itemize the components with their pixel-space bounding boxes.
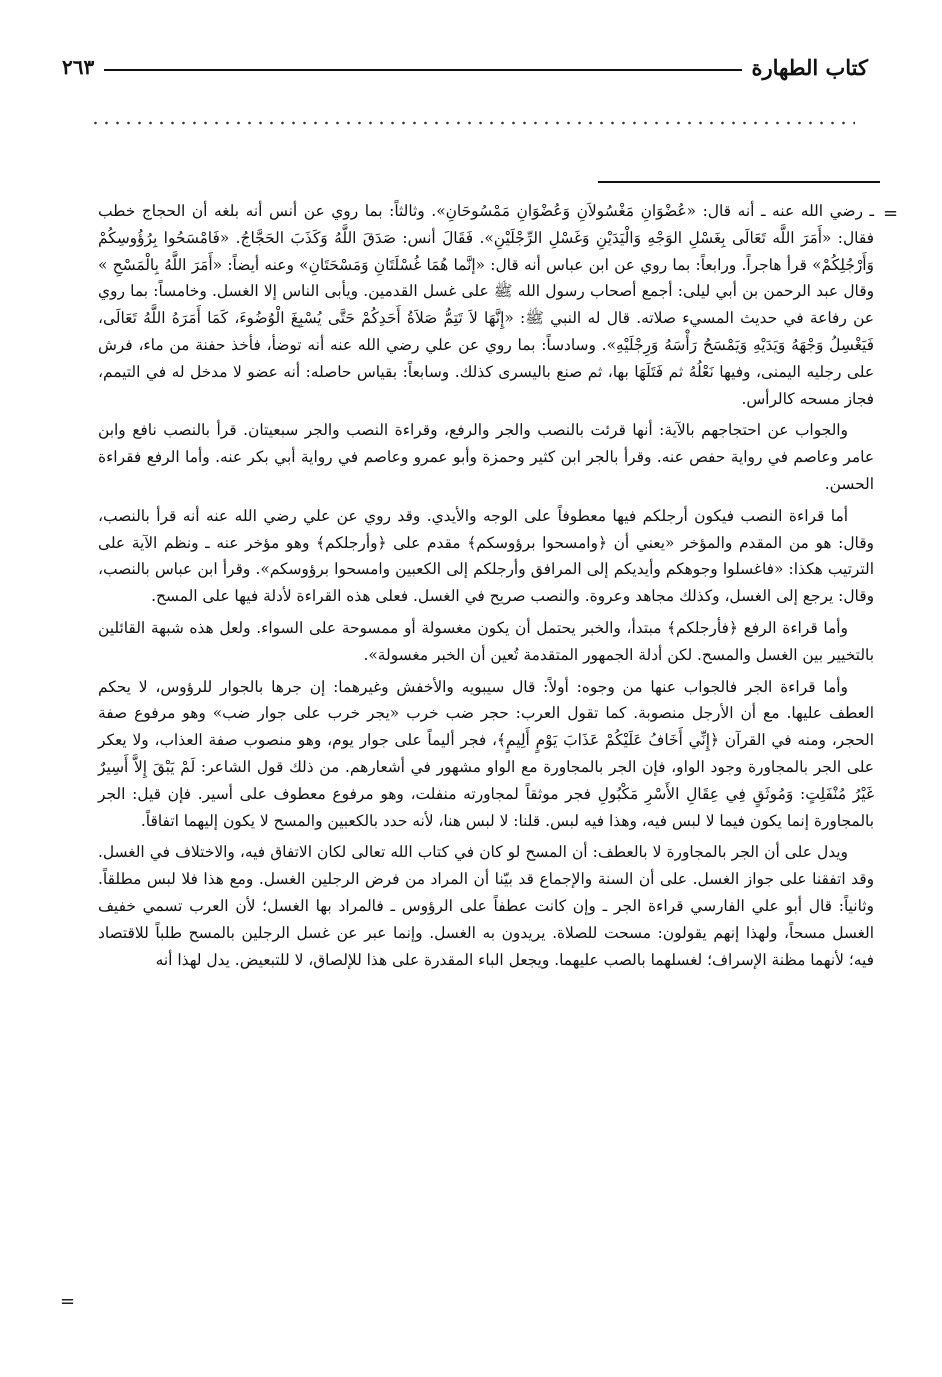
paragraph: وأما قراءة الجر فالجواب عنها من وجوه: أولاً: قال سيبويه والأخفش وغيرهما: إن جرها بالجوار للرؤوس، لا يحكم العطف عليها. مع أن الأرجل منصوبة. كما تقول العرب: حجر ضب خرب «يجر خرب على جوار ضب» وهو مرفوع صفة الحجر، ومنه في القرآن ﴿إِنِّي أَخَافُ عَلَيْكُمْ عَذَابَ يَوْمٍ أَلِيمٍ﴾، فجر أليماً على جوار يوم، وهو منصوب صفة العذاب، ولا يعكر على الجر بالمجاورة وجود الواو، فإن الجر بالمجاورة مع الواو مشهور في أشعارهم. من ذلك قول الشاعر: لَمْ يَبْقَ إِلاَّ أَسِيرٌ غَيْرُ مُنْفَلِتٍ: وَمُوثَقٍ فِي عِقَالِ الأَسْرِ مَكْبُولِ فجر موثقاً لمجاورته منفلت، وهو مرفوع معطوف على أسير. فإن قيل: الجر بالمجاورة إنما يكون فيما لا لبس فيه، وهذا فيه لبس. قلنا: لا لبس هنا، لأنه حدد بالكعبين والمسح لا يكون إليهما اتفاقاً. xyxy=(98,677,874,830)
paragraph: أما قراءة النصب فيكون أرجلكم فيها معطوفاً على الوجه والأيدي. وقد روي عن علي رضي الله عنه أنه قرأ بالنصب، وقال: هو من المقدم والمؤخر «يعني أن ﴿وامسحوا برؤوسكم﴾ مقدم على ﴿وأرجلكم﴾ وهو مؤخر عنه ـ ونظم الآية على الترتيب هكذا: «فاغسلوا وجوهكم وأيديكم إلى المرافق وأرجلكم إلى الكعبين وامسحوا برؤوسكم». وقرأ ابن عباس بالنصب، وقال: يرجع إلى الغسل، وكذلك مجاهد وعروة. والنصب صريح في الغسل. فعلى هذه القراءة لأدلة فيها على المسح. xyxy=(98,506,874,606)
paragraph: وأما قراءة الرفع ﴿فأرجلكم﴾ مبتدأ، والخبر يحتمل أن يكون مغسولة أو ممسوحة على السواء. ولعل هذه شبهة القائلين بالتخيير بين الغسل والمسح. لكن أدلة الجمهور المتقدمة تُعين أن الخبر مغسولة». xyxy=(98,618,874,664)
dotted-separator xyxy=(90,118,855,128)
footnote-body xyxy=(98,198,874,978)
paragraph: والجواب عن احتجاجهم بالآية: أنها قرئت بالنصب والجر والرفع، وقراءة النصب والجر سبعيتان. قرأ بالنصب نافع وابن عامر وعاصم في رواية حفص عنه. وقرأ بالجر ابن كثير وحمزة وأبو عمرو وعاصم في رواية أبي بكر عنه. وأما الرفع فقراءة الحسن. xyxy=(98,421,874,493)
page-header xyxy=(62,52,868,82)
book-title: كتاب الطهارة xyxy=(751,54,868,80)
paragraph: ويدل على أن الجر بالمجاورة لا بالعطف: أن المسح لو كان في كتاب الله تعالى لكان الاتفاق فيه، والاختلاف في الغسل. وقد اتفقنا على جواز الغسل. على أن السنة والإجماع قد بيّنا أن المراد من فرض الرجلين الغسل. ومع هذا فلا لبس مطلقاً. وثانياً: قال أبو علي الفارسي قراءة الجر ـ وإن كانت عطفاً على الرؤوس ـ فالمراد بها الغسل؛ لأن العرب تسمي خفيف الغسل مسحاً، ولهذا إنهم يقولون: مسحت للصلاة. يريدون به الغسل. وإنما عبر عن غسل الرجلين بالمسح طلباً للاقتصاد فيه؛ لأنهما مظنة الإسراف؛ لغسلهما بالصب عليهما. ويجعل الباء المقدرة على هذا للإلصاق، لا للتبعيض. يدل لهذا أنه xyxy=(98,843,874,969)
continuation-mark-bottom: = xyxy=(60,1291,76,1312)
page-number: ٢٦٣ xyxy=(62,55,95,79)
footnote-rule xyxy=(598,181,880,183)
paragraph: ـ رضي الله عنه ـ أنه قال: «عُضْوَانِ مَغْسُولاَنِ وَعُضْوَانِ مَمْسُوحَانِ». وثالثاً: بما روي عن أنس أنه بلغه أن الحجاج خطب فقال: «أَمَرَ اللَّه تَعَالَى بِغَسْلِ الوَجْهِ وَالْيَدَيْنِ وَغَسْلِ الرِّجْلَيْنِ». فَقَالَ أنس: صَدَقَ اللَّهُ وَكَذَبَ الحَجَّاجُ. «فَامْسَحُوا بِرُؤُوسِكُمْ وَأَرْجُلِكُمْ» قرأ هاجراً. ورابعاً: بما روي عن ابن عباس أنه قال: «إنَّما هُمَا غُسْلَتَانِ وَمَسْحَتَانِ» وعنه أيضاً: «أَمَرَ اللَّهُ بِالْمَسْحِ » وقال عبد الرحمن بن أبي ليلى: أجمع أصحاب رسول الله ﷺ على غسل القدمين. ويأبى الناس إلا الغسل. وخامساً: بما روي عن رفاعة في حديث المسيء صلاته. قال له النبي ﷺ: «إِنَّهَا لاَ تَتِمُّ صَلاَةُ أَحَدِكُمْ حَتَّى يُسْبِغَ الْوُضُوءَ، كَمَا أَمَرَهُ اللَّهُ تَعَالَى، فَيَغْسِلُ وَجْهَهُ وَيَدَيْهِ وَيَمْسَحُ رَأْسَهُ وَرِجْلَيْهِ». وسادساً: بما روي عن علي رضي الله عنه أنه توضأ، فأخذ حفنة من ماء، فرش على رجليه اليمنى، وفيها نَعْلُهُ ثم فَتَلَهَا بها، ثم صنع باليسرى كذلك. وسابعاً: بقياس حاصله: أنه عضو لا مدخل له في التيمم، فجاز مسحه كالرأس. xyxy=(98,202,874,408)
continuation-mark-top: = xyxy=(883,203,899,224)
header-rule xyxy=(104,69,741,71)
